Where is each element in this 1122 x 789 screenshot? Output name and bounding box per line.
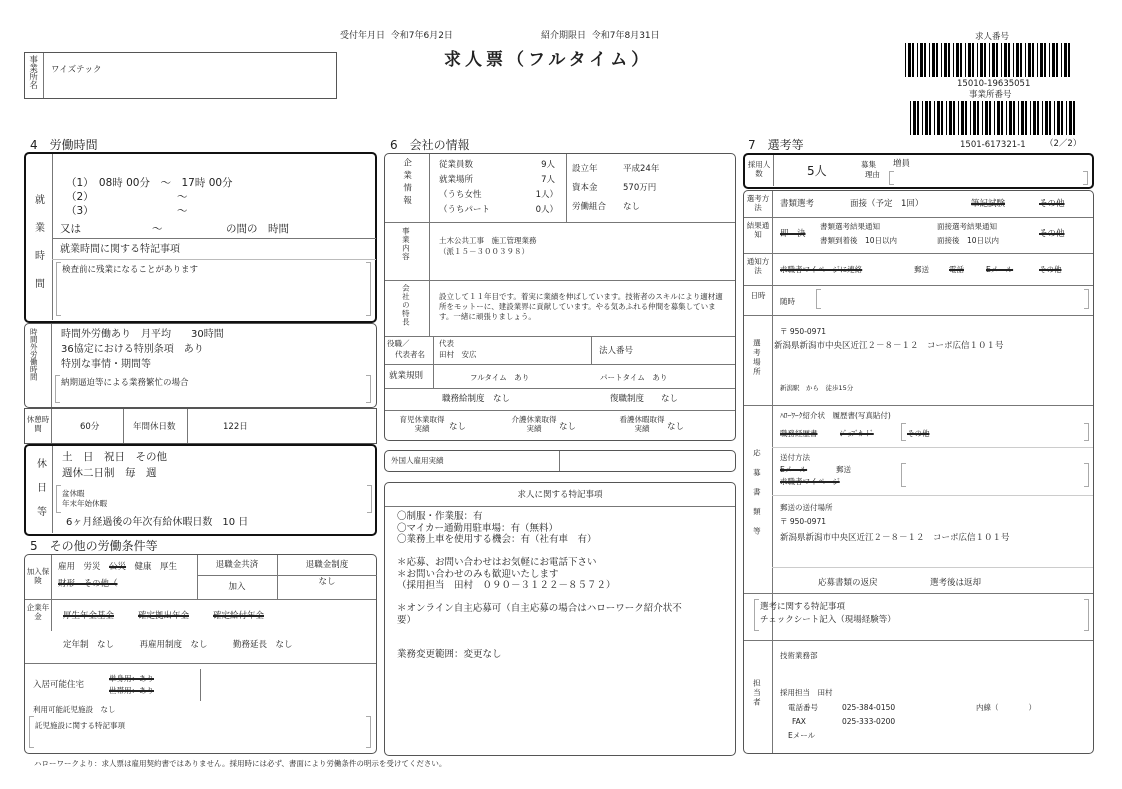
docs-job-card: ｼﾞｮﾌﾞｶｰﾄﾞ [840,429,874,438]
job-special-line [397,592,682,604]
barcode-bar [1018,101,1019,135]
barcode-bar [912,43,914,77]
business-label: 事業内容 [401,227,411,261]
break-box [24,408,377,444]
notice-other: その他 [1039,265,1062,274]
barcode-bar [992,43,995,77]
business-line1: 土木公共工事 施工管理業務 [439,236,537,245]
tel-value: 025-384-0150 [842,703,896,712]
office-number-barcode [910,101,1080,135]
barcode-bar [936,43,938,77]
barcode-bar [1006,101,1007,135]
page-title: 求人票（フルタイム） [444,50,653,70]
hire-count-label: 採用人数 [747,160,771,179]
site-employees-label: 就業場所 [439,175,474,185]
place-label: 選考場所 [752,339,762,377]
female-label: （うち女性 [439,190,482,200]
rep-label2: 代表者名 [395,350,425,359]
rules-label: 就業規則 [389,371,424,381]
hire-count-box [743,153,1094,189]
barcode-bar [977,101,979,135]
barcode-bar [1049,43,1050,77]
barcode-bar [1056,43,1058,77]
job-special-title: 求人に関する特記事項 [517,490,603,500]
care-leave-label: 介護休業取得実績 [511,415,557,433]
childcare-leave-value: なし [449,422,467,432]
barcode-bar [1061,101,1063,135]
dest-address: 新潟県新潟市中央区近江２－８－１２ コーポ広信１０１号 [780,533,1010,543]
docs-other: その他 [907,429,930,438]
overtime-label: 時間外労働時間 [29,328,39,381]
barcode-bar [922,101,923,135]
barcode-bar [1020,43,1022,77]
barcode-bar [1054,101,1055,135]
barcode-bar [932,43,935,77]
selection-special-label: 選考に関する特記事項 [760,602,846,612]
union-label: 労働組合 [572,202,607,212]
barcode-bar [970,101,971,135]
barcode-bar [1004,43,1007,77]
barcode-bar [1042,101,1043,135]
employees-label: 従業員数 [439,160,474,170]
barcode-bar [1030,101,1031,135]
barcode-bar [958,101,959,135]
holiday-label: 休日等 [34,458,46,530]
childcare-special: 託児施設に関する特記事項 [35,721,125,730]
tel-label: 電話番号 [788,703,818,712]
insurance-line2: 財形 その他（ [58,579,118,589]
barcode-bar [965,43,966,77]
barcode-bar [910,101,911,135]
barcode-bar [1025,101,1027,135]
section5-title: 5 その他の労働条件等 [30,539,158,553]
annual-holidays-label: 年間休日数 [133,422,176,432]
barcode-bar [1057,101,1060,135]
barcode-bar [960,43,962,77]
section7-title: 7 選考等 [748,138,804,152]
holiday-text1: 盆休暇 [62,489,85,498]
send-mail: 郵送 [836,465,851,474]
received-date: 受付年月日 令和7年6月2日 [340,31,453,41]
pension-1: 厚生年金基金 [63,611,115,621]
barcode-bar [1028,43,1031,77]
barcode-bar [917,101,919,135]
barcode-bar [929,43,930,77]
section4-title: 4 労働時間 [30,138,98,152]
barcode-bar [973,101,976,135]
job-special-line: ＊オンライン自主応募可（自主応募の場合はハローワーク紹介状不 [397,603,682,614]
insurance-line1-post: 健康 厚生 [126,562,178,572]
deadline-date: 紹介期限日 令和7年8月31日 [541,31,660,41]
extension: 内線（ ） [976,703,1036,712]
contact-label: 担当者 [752,679,762,708]
job-special-line: ＊お問い合わせのみも歓迎いたします [397,568,559,580]
notice-phone: 電話 [949,265,964,274]
job-special-line: 〇制服・作業服：有 [397,511,483,522]
docs-label: 応募書類等 [752,449,762,547]
overtime-box [24,323,377,408]
union-value: なし [623,202,641,212]
alt-hours: 又は [60,223,81,235]
barcode-bar [925,101,928,135]
office-name: ワイズテック [51,65,102,75]
holiday-line2: 週休二日制 毎 週 [62,467,157,479]
barcode-bar [1016,43,1019,77]
retire-fund-label: 退職金共済 [215,560,259,570]
overtime-line3: 特別な事情・期間等 [61,359,151,370]
holiday-line1: 土 日 祝日 その他 [62,451,167,463]
barcode-bar [1068,43,1070,77]
childcare-leave-label: 育児休業取得実績 [399,415,445,433]
method-interview: 面接（予定 1回） [850,199,924,209]
docs-required: ﾊﾛｰﾜｰｸ紹介状 履歴書(写真貼付) [780,411,891,420]
dest-zip: 〒 950-0971 [780,517,826,526]
barcode-bar [920,43,923,77]
barcode-bar [968,43,971,77]
section6-title: 6 会社の情報 [390,138,470,152]
feature-label: 会社の特長 [401,284,411,327]
dest-label: 郵送の送付場所 [780,503,833,512]
rehire-system: 復職制度 なし [610,394,679,404]
barcode-bar [982,101,983,135]
method-other: その他 [1039,199,1065,209]
office-number: 1501-617321-1 [960,140,1026,150]
barcode-bar [1052,43,1055,77]
barcode-bar [977,43,978,77]
barcode-bar [996,43,998,77]
company-info-box [384,153,736,441]
rules-full: フルタイム あり [470,373,530,382]
barcode-bar [1045,101,1048,135]
part-value: 0人） [535,205,558,215]
selection-box [743,190,1094,754]
barcode-bar [1013,101,1015,135]
fax-label: FAX [792,717,806,726]
care-leave-value: なし [559,422,577,432]
barcode-bar [1069,101,1072,135]
office-name-box [24,52,337,99]
fax-value: 025-333-0200 [842,717,896,726]
overtime-line2: 36協定における特別条項 あり [61,344,204,355]
housing-family: 世帯用：あり [109,686,154,695]
corporate-number-label: 法人番号 [599,346,634,356]
result-docs-label: 書類選考結果通知 [820,222,880,231]
job-pay-system: 職務給制度 なし [442,394,511,404]
work-hours-special-label: 就業時間に関する特記事項 [60,244,180,255]
job-special-line: ＊応募、お問い合わせはお気軽にお電話下さい [397,557,597,568]
job-number-label: 求人番号 [975,32,1010,42]
barcode-bar [972,43,974,77]
insurance-label: 加入保険 [26,567,50,586]
reason-value: 増員 [893,159,911,169]
notice-label: 通知方法 [746,257,770,276]
barcode-bar [924,43,926,77]
insurance-line1-pre: 雇用 労災 [58,562,110,572]
barcode-bar [1066,101,1067,135]
barcode-graphic [905,43,1075,77]
barcode-bar [941,43,942,77]
retire-system-label: 退職金制度 [305,560,349,570]
barcode-bar [1064,43,1067,77]
send-label: 送付方法 [780,453,810,462]
break-label: 休憩時間 [26,415,50,434]
barcode-bar [929,101,931,135]
contact-person: 採用担当 田村 [780,688,833,697]
notice-mypage: 求職者マイページに連絡 [780,265,863,274]
shift-3: （3） [66,205,94,217]
job-special-line [397,626,682,638]
holiday-text2: 年末年始休暇 [62,499,107,508]
shift-1: （1） 08時 00分 ～ 17時 00分 [66,177,233,189]
barcode-bar [949,101,952,135]
barcode-bar [1013,43,1014,77]
hire-count-value: 5人 [807,164,827,178]
barcode-bar [1037,101,1039,135]
housing-label: 入居可能住宅 [33,680,85,690]
job-special-line [397,546,682,558]
barcode-bar [941,101,943,135]
rep-title: 代表 [439,339,454,348]
work-hours-box [24,152,377,323]
notice-mail: 郵送 [914,265,929,274]
insurance-line1-strike: 公災 [109,562,127,572]
retirement-age: 定年制 なし 再雇用制度 なし 勤務延長 なし [63,640,293,650]
foreign-employment-box [384,450,736,472]
shift-2: （2） [66,191,94,203]
barcode-bar [937,101,940,135]
barcode-bar [994,101,995,135]
office-name-label: 事業所名 [27,55,38,89]
barcode-bar [905,43,906,77]
barcode-bar [917,43,918,77]
barcode-bar [985,101,988,135]
job-special-line: 要） [397,614,417,626]
place-zip: 〒 950-0971 [780,327,826,336]
alt-tilde: ～ [152,223,163,235]
result-interview-value: 面接後 10日以内 [937,236,1000,245]
paid-leave: 6ヶ月経過後の年次有給休暇日数 10 日 [66,517,249,528]
job-special-text [397,511,682,661]
barcode-bar [980,43,983,77]
female-value: 1人） [535,190,558,200]
barcode-bar [1009,101,1012,135]
alt-between: の間の 時間 [226,223,289,235]
send-email: Eメール [780,465,808,474]
retire-fund-value: 加入 [228,582,246,592]
result-other: その他 [1039,229,1065,239]
barcode-bar [984,43,986,77]
established-label: 設立年 [572,164,598,174]
job-special-line: 〇マイカー通勤用駐車場：有（無料） [397,522,559,534]
return-value: 選考後は返却 [930,578,982,588]
barcode-bar [989,43,990,77]
barcode-bar [1025,43,1026,77]
feature-text: 設立して１１年目です。着実に業績を伸ばしています。技術者のスキルにより適材適所をモットーに、建設業界に貢献しています。やる気あふれる仲間を募集しています。一緒に頑張りましょう。 [439,292,723,322]
barcode-bar [1008,43,1010,77]
method-label: 選考方法 [746,194,770,213]
childcare-facility: 利用可能託児施設 なし [33,705,116,714]
barcode-bar [1001,101,1003,135]
annual-holidays-value: 122日 [223,422,248,432]
method-written: 筆記試験 [971,199,1006,209]
shift-3-tilde: ～ [177,205,188,217]
shift-2-tilde: ～ [177,191,188,203]
site-employees-value: 7人 [541,175,555,185]
barcode-bar [1001,43,1002,77]
overtime-text: 納期逼迫等による業務繁忙の場合 [61,378,189,388]
send-mypage: 求職者マイページ [780,477,840,486]
barcode-bar [1033,101,1036,135]
foreign-employment-label: 外国人雇用実績 [391,456,444,465]
return-label: 応募書類の返戻 [818,578,878,588]
barcode-bar [961,101,964,135]
job-number: 15010-19635051 [957,79,1031,89]
barcode-bar [1040,43,1043,77]
employees-value: 9人 [541,160,555,170]
overtime-line1: 時間外労働あり 月平均 30時間 [61,329,224,340]
barcode-bar [1073,101,1075,135]
pension-2: 確定拠出年金 [138,611,190,621]
date-label: 日時 [750,291,766,300]
barcode-bar [908,43,911,77]
barcode-bar [948,43,950,77]
pension-label: 企業年金 [26,603,50,622]
capital-value: 570万円 [623,183,657,193]
place-address: 新潟県新潟市中央区近江２－８－１２ コーポ広信１０１号 [774,341,1004,351]
method-docs: 書類選考 [780,199,815,209]
barcode-bar [989,101,991,135]
selection-special-value: チェックシート記入（現場経験等） [760,615,896,625]
capital-label: 資本金 [572,183,598,193]
reason-label1: 募集 [861,160,876,169]
work-hours-label: 就業時間 [32,194,44,306]
nursing-leave-value: なし [667,422,685,432]
retire-system-value: なし [318,577,336,587]
company-info-label: 企業情報 [401,158,412,208]
holiday-box [24,444,377,536]
rules-part: パートタイム あり [600,373,668,382]
barcode-bar [934,101,935,135]
barcode-bar [953,101,955,135]
barcode-bar [1037,43,1038,77]
footer-note: ハローワークより：求人票は雇用契約書ではありません。採用時には必ず、書面により労働条件の明示を受けてください。 [34,759,447,768]
barcode-bar [953,43,954,77]
result-label: 結果通知 [746,221,770,240]
business-line2: （派１５－３００３９８） [439,247,529,256]
contact-department: 技術業務部 [780,651,818,660]
job-special-line: 業務変更範囲：変更なし [397,649,502,660]
result-interview-label: 面接選考結果通知 [937,222,997,231]
work-hours-special-text: 検査前に残業になることがあります [62,265,199,275]
job-special-line: （採用担当 田村 ０９０－３１２２－８５７２） [397,580,616,591]
email-label: Eメール [788,731,816,740]
job-special-line: 〇業務上車を使用する機会：有（社有車 有） [397,534,597,545]
office-number-label: 事業所番号 [969,90,1012,100]
job-special-line [397,638,682,650]
result-docs-value: 書類到着後 10日以内 [820,236,898,245]
established-value: 平成24年 [623,164,660,174]
barcode-bar [1061,43,1062,77]
barcode-bar [1021,101,1024,135]
docs-resume-work: 職務経歴書 [780,429,818,438]
job-special-box [384,482,736,756]
barcode-bar [944,43,947,77]
break-value: 60分 [80,422,100,432]
notice-email: Eメール [986,265,1014,274]
barcode-bar [965,101,967,135]
barcode-bar [1044,43,1046,77]
housing-single: 単身用：あり [109,674,154,683]
other-conditions-box [24,554,377,754]
reason-label2: 理由 [865,170,880,179]
place-access: 新潟駅 から 徒歩15分 [780,384,854,392]
barcode-bar [913,101,916,135]
job-number-barcode [905,43,1075,77]
pension-3: 確定給付年金 [213,611,265,621]
barcode-bar [956,43,959,77]
barcode-bar [1049,101,1051,135]
barcode-bar [997,101,1000,135]
barcode-bar [1032,43,1034,77]
page-number: （2／2） [1045,139,1082,149]
nursing-leave-label: 看護休暇取得実績 [619,415,665,433]
rep-name: 田村 安広 [439,350,477,359]
barcode-graphic [910,101,1080,135]
barcode-bar [946,101,947,135]
result-immediate: 即 決 [780,229,806,239]
insurance-line1 [58,562,177,573]
part-label: （うちパート [439,205,491,215]
date-value: 随時 [780,297,795,306]
rep-label1: 役職／ [387,339,410,348]
